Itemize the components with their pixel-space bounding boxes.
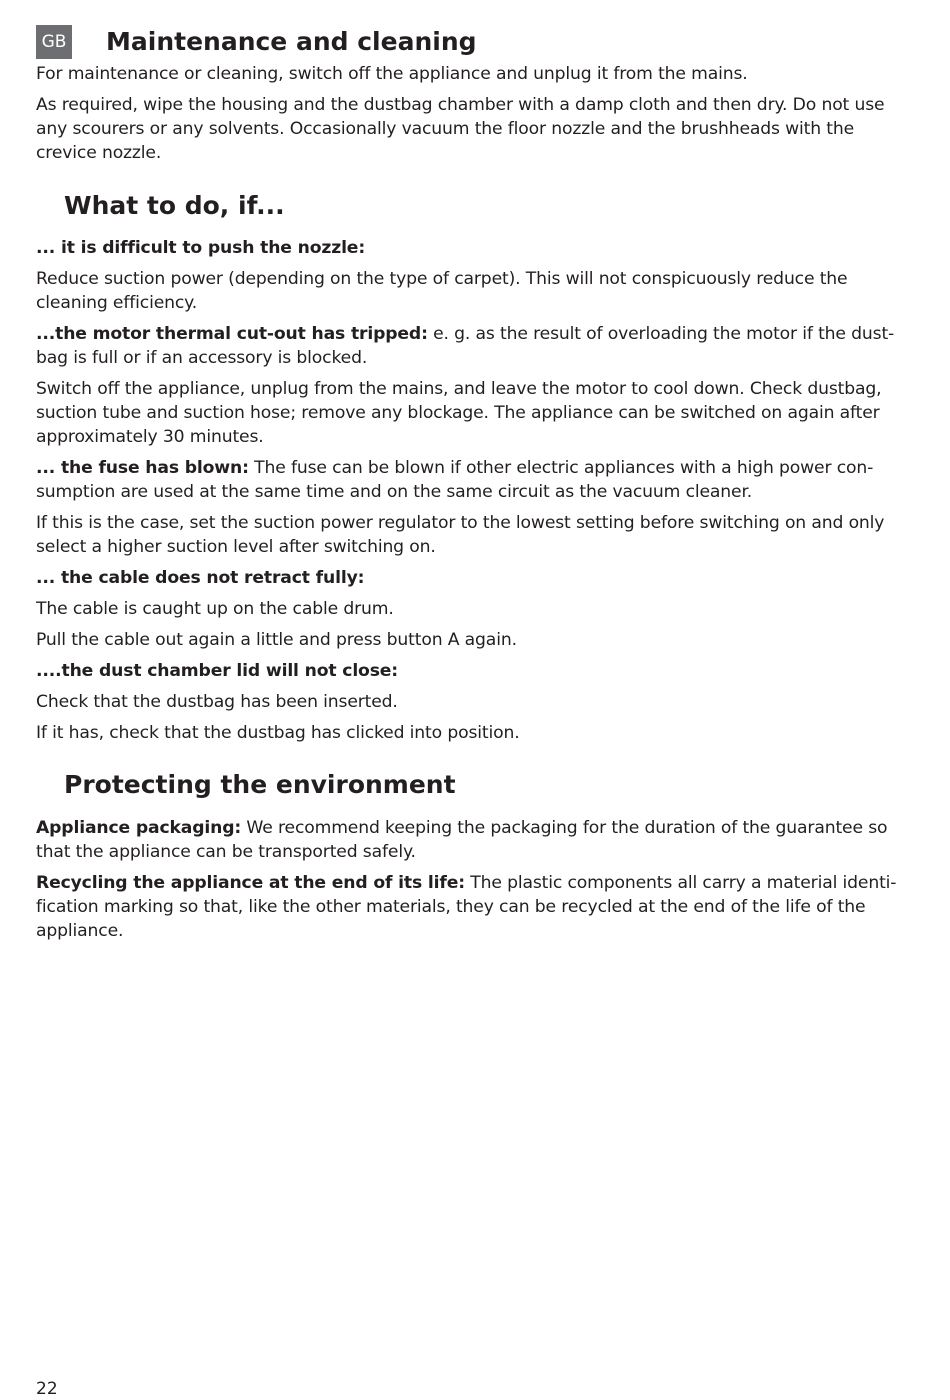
fuse-paragraph xyxy=(36,456,906,504)
maintenance-paragraph-2: As required, wipe the housing and the dustbag chamber with a damp cloth and then dry. Do not use any scourers or any solvents. Occasionally vacuum the floor nozzle and the brushheads with the crevice nozzle. xyxy=(36,95,885,163)
motor-lead: ...the motor thermal cut-out has tripped: xyxy=(36,324,428,344)
page-number: 22 xyxy=(36,1379,58,1399)
maintenance-paragraph-1: For maintenance or cleaning, switch off the appliance and unplug it from the mains. xyxy=(36,64,748,84)
language-badge: GB xyxy=(36,25,72,59)
fuse-text: The fuse can be blown if other electric appliances with a high power con-sumption are used at the same time and on the same circuit as the vacuum cleaner. xyxy=(36,458,874,502)
packaging-lead: Appliance packaging: xyxy=(36,818,242,838)
lid-text-2: If it has, check that the dustbag has clicked into position. xyxy=(36,723,520,743)
nozzle-text: Reduce suction power (depending on the type of carpet). This will not conspicuously reduce the cleaning efficiency. xyxy=(36,269,848,313)
recycling-paragraph xyxy=(36,871,906,943)
manual-page xyxy=(36,22,906,943)
cable-text-1: The cable is caught up on the cable drum. xyxy=(36,599,394,619)
title-row xyxy=(36,22,906,62)
cable-subheading: ... the cable does not retract fully: xyxy=(36,568,365,588)
maintenance-section xyxy=(36,62,906,165)
nozzle-subheading: ... it is difficult to push the nozzle: xyxy=(36,238,366,258)
recycling-text: The plastic components all carry a material identi-fication marking so that, like the other materials, they can be recycled at the end of the life of the appliance. xyxy=(36,873,897,941)
fuse-followup: If this is the case, set the suction power regulator to the lowest setting before switching on and only select a higher suction level after switching on. xyxy=(36,513,885,557)
page-title: Maintenance and cleaning xyxy=(106,27,477,56)
motor-paragraph xyxy=(36,322,906,370)
fuse-lead: ... the fuse has blown: xyxy=(36,458,249,478)
environment-section xyxy=(36,816,906,943)
motor-text: e. g. as the result of overloading the motor if the dust-bag is full or if an accessory is blocked. xyxy=(36,324,895,368)
lid-subheading: ....the dust chamber lid will not close: xyxy=(36,661,399,681)
lid-text-1: Check that the dustbag has been inserted. xyxy=(36,692,398,712)
what-to-do-heading: What to do, if... xyxy=(64,191,285,220)
cable-text-2: Pull the cable out again a little and press button A again. xyxy=(36,630,517,650)
recycling-lead: Recycling the appliance at the end of its life: xyxy=(36,873,465,893)
packaging-paragraph xyxy=(36,816,906,864)
what-to-do-section xyxy=(36,236,906,745)
environment-heading: Protecting the environment xyxy=(64,770,456,799)
motor-followup: Switch off the appliance, unplug from the mains, and leave the motor to cool down. Check dustbag, suction tube and suction hose; remove any blockage. The appliance can be switched on again after approximately 30 minutes. xyxy=(36,379,882,447)
packaging-text: We recommend keeping the packaging for the duration of the guarantee so that the appliance can be transported safely. xyxy=(36,818,888,862)
